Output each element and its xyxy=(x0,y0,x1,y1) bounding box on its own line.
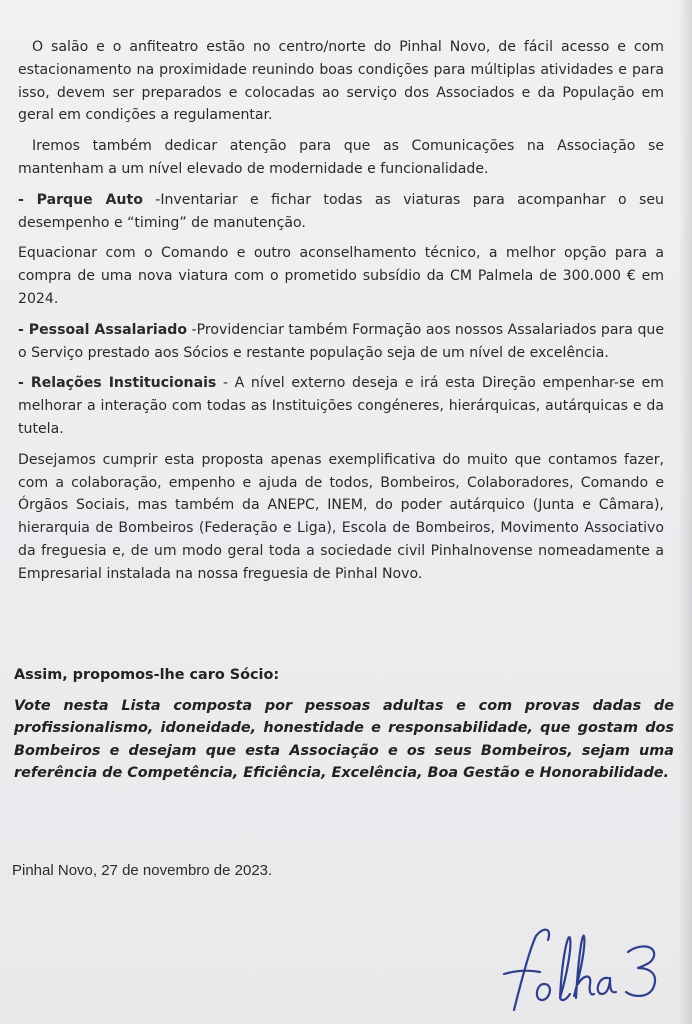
section-heading: - Parque Auto xyxy=(18,191,143,208)
paragraph-comunicacoes xyxy=(18,135,664,181)
paragraph-text: - A nível externo deseja e irá esta Direção empenhar-se em melhorar a interação com todas as Instituições congéneres, hierárquicas, autárquicas e da tutela. xyxy=(18,375,664,437)
paragraph-relacoes xyxy=(18,372,664,440)
handwritten-signature xyxy=(500,918,675,1018)
body-text xyxy=(18,36,664,594)
dateline: Pinhal Novo, 27 de novembro de 2023. xyxy=(12,862,273,879)
paragraph-salao xyxy=(18,36,664,127)
closing-vote-appeal: Vote nesta Lista composta por pessoas adultas e com provas dadas de profissionalismo, idoneidade, honestidade e responsabilidade, que gostam dos Bombeiros e desejam que esta Associação e os seus Bombeiros, sejam uma referência de Competência, Eficiência, Excelência, Boa Gestão e Honorabilidade. xyxy=(14,697,674,782)
section-heading: - Relações Institucionais xyxy=(18,375,217,392)
paper-edge-shadow xyxy=(678,0,692,1024)
paragraph-text: Desejamos cumprir esta proposta apenas exemplificativa do muito que contamos fazer, com a colaboração, empenho e ajuda de todos, Bombeiros, Colaboradores, Comando e Órgãos Sociais, mas também da ANEPC, INEM, do poder autárquico (Junta e Câmara), hierarquia de Bombeiros (Federação e Liga), Escola de Bombeiros, Movimento Associativo da freguesia e, de um modo geral toda a sociedade civil Pinhalnovense nomeadamente a Empresarial instalada na nossa freguesia de Pinhal Novo. xyxy=(18,451,664,582)
paragraph-viatura xyxy=(18,242,664,310)
paragraph-text: Equacionar com o Comando e outro aconselhamento técnico, a melhor opção para a compra de uma nova viatura com o prometido subsídio da CM Palmela de 300.000 € em 2024. xyxy=(18,245,664,307)
paragraph-desejamos xyxy=(18,449,664,586)
closing-section xyxy=(14,664,674,785)
paragraph-text: Iremos também dedicar atenção para que as Comunicações na Associação se mantenham a um nível elevado de modernidade e funcionalidade. xyxy=(18,138,664,177)
closing-lead: Assim, propomos-lhe caro Sócio: xyxy=(14,667,280,683)
paragraph-text: O salão e o anfiteatro estão no centro/norte do Pinhal Novo, de fácil acesso e com estacionamento na proximidade reunindo boas condições para múltiplas atividades e para isso, devem ser preparados e colocadas ao serviço dos Associados e da População em geral em condições a regulamentar. xyxy=(18,39,664,124)
paragraph-text: -Inventariar e fichar todas as viaturas para acompanhar o seu desempenho e “timing” de manutenção. xyxy=(18,191,664,231)
paragraph-parque-auto xyxy=(18,189,664,235)
section-heading: - Pessoal Assalariado xyxy=(18,321,188,338)
paragraph-pessoal xyxy=(18,319,664,365)
paragraph-text: -Providenciar também Formação aos nossos Assalariados para que o Serviço prestado aos Sócios e restante população seja de um nível de excelência. xyxy=(18,321,665,361)
